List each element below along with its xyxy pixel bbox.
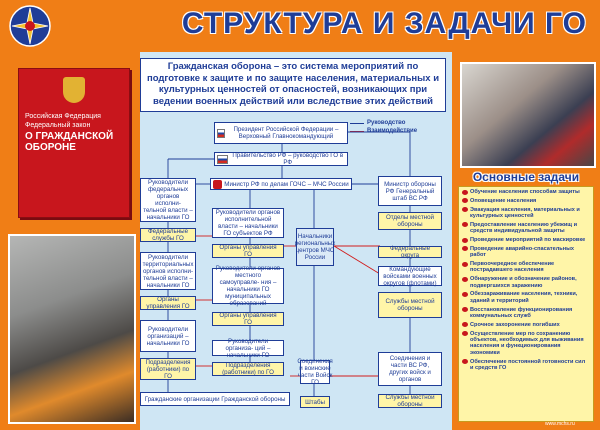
- book-title: О ГРАЖДАНСКОЙ ОБОРОНЕ: [25, 131, 114, 153]
- task-item: [462, 331, 590, 357]
- task-text: Первоочередное обеспечение пострадавшего населения: [470, 261, 555, 274]
- task-item: [462, 261, 590, 274]
- box-org-units-2: Подразделения (работники) по ГО: [212, 362, 284, 376]
- task-text: Предоставление населению убежищ и средств индивидуальной защиты: [470, 221, 578, 235]
- task-text: Обнаружение и обозначение районов, подвергшихся заражению: [470, 276, 577, 289]
- box-local-defense-services-2: Службы местной обороны: [378, 394, 442, 408]
- bullet-icon: [462, 262, 468, 267]
- task-text: Оповещение населения: [470, 197, 537, 204]
- box-municipal-heads: Руководители органов местного самоуправле- ния – начальники ГО муниципальных образований: [212, 268, 284, 304]
- box-org-heads: Руководители организаций – начальники ГО: [140, 320, 196, 352]
- task-item: [462, 359, 590, 372]
- box-armed-forces: Соединения и части ВС РФ, других войск и органов: [378, 352, 442, 386]
- task-item: [462, 276, 590, 289]
- box-territorial-heads: Руководители территориальных органов исполни- тельной власти – начальники ГО: [140, 252, 196, 290]
- task-item: [462, 237, 590, 243]
- box-territorial-mgmt: Органы управления ГО: [140, 296, 196, 310]
- box-org-heads-2: Руководители организа- ций – начальники ГО: [212, 340, 284, 356]
- task-text: Эвакуация населения, материальных и культурных ценностей: [470, 206, 580, 219]
- definition-box: Гражданская оборона – это система мероприятий по подготовке к защите и по защите населения, материальных и культурных ценностей от опасностей, возникающих при ведении военных действий или вследствие этих действий: [140, 58, 446, 112]
- bullet-icon: [462, 198, 468, 203]
- task-text: Осуществление мер по сохранению объектов, необходимых для выживания населения и функционирования экономики: [470, 330, 584, 356]
- bullet-icon: [462, 331, 468, 336]
- bullet-icon: [462, 359, 468, 364]
- box-mchs-minister: [210, 178, 352, 190]
- bullet-icon: [462, 307, 468, 312]
- bullet-icon: [462, 246, 468, 251]
- task-item: [462, 322, 590, 328]
- box-military-districts: Командующие войсками военных округов (флотами): [378, 266, 442, 286]
- tasks-list: [458, 186, 594, 422]
- box-municipal-mgmt: Органы управления ГО: [212, 312, 284, 326]
- task-item: [462, 198, 590, 204]
- bullet-icon: [462, 238, 468, 243]
- task-text: Восстановление функционирования коммунальных служб: [470, 306, 573, 320]
- tasks-title: Основные задачи: [472, 170, 580, 184]
- box-go-troops: Соединения и воинские части Войск ГО: [297, 358, 333, 386]
- bullet-icon: [462, 322, 468, 327]
- russian-flag-icon: [217, 129, 225, 138]
- government-label: Правительство РФ – руководство ГО в РФ: [232, 152, 344, 166]
- box-subject-heads: Руководители органов исполнительной власти – начальники ГО субъектов РФ: [212, 208, 284, 238]
- box-local-defense: Отделы местной обороны: [378, 212, 442, 230]
- task-item: [462, 246, 590, 259]
- mchs-star-icon: [213, 180, 222, 189]
- task-text: Обеззараживание населения, техники, зданий и территорий: [470, 291, 578, 304]
- task-item: [462, 291, 590, 304]
- site-url: www.mchs.ru: [545, 421, 575, 427]
- box-org-units: Подразделения (работники) по ГО: [140, 358, 196, 380]
- page-title: СТРУКТУРА И ЗАДАЧИ ГО: [181, 7, 587, 40]
- task-text: Обеспечение постоянной готовности сил и средств ГО: [470, 358, 586, 372]
- task-text: Проведение мероприятий по маскировке: [470, 237, 586, 243]
- task-text: Проведение аварийно-спасательных работ: [470, 245, 575, 259]
- task-item: [462, 307, 590, 320]
- box-local-defense-services: Службы местной обороны: [378, 292, 442, 318]
- task-text: Срочное захоронение погибших: [470, 321, 560, 328]
- bullet-icon: [462, 190, 468, 195]
- book-law-line: Федеральный закон: [25, 121, 91, 129]
- box-federal-services: Федеральные службы ГО: [140, 228, 196, 242]
- box-civil-orgs: Гражданские организации Гражданской обороны: [140, 392, 290, 406]
- legend-interaction-label: Взаимодействие: [367, 128, 418, 134]
- bullet-icon: [462, 207, 468, 212]
- task-item: [462, 207, 590, 220]
- task-item: [462, 189, 590, 195]
- box-regional-centers: Начальники региональных центров МЧС России: [296, 228, 334, 266]
- president-label: Президент Российской Федерации – Верховный Главнокомандующий: [233, 126, 339, 140]
- box-defense-minister: Министр обороны РФ Генеральный штаб ВС РФ: [378, 176, 442, 206]
- mchs-minister-label: Министр РФ по делам ГОЧС – МЧС России: [224, 180, 349, 188]
- book-federation-line: Российская Федерация: [25, 113, 101, 120]
- task-item: [462, 222, 590, 235]
- box-president: [214, 122, 348, 144]
- box-federal-heads: Руководители федеральных органов исполни- тельной власти – начальники ГО: [140, 178, 196, 222]
- box-subject-mgmt: Органы управления ГО: [212, 244, 284, 258]
- task-text: Обучение населения способам защиты: [470, 189, 580, 195]
- box-federal-districts: Федеральные округа: [378, 246, 442, 258]
- bullet-icon: [462, 222, 468, 227]
- bullet-icon: [462, 292, 468, 297]
- box-staffs: Штабы: [300, 396, 330, 408]
- russian-flag-icon: [217, 155, 228, 164]
- legend-guidance-label: Руководство: [367, 120, 406, 126]
- box-government: [214, 152, 348, 166]
- bullet-icon: [462, 277, 468, 282]
